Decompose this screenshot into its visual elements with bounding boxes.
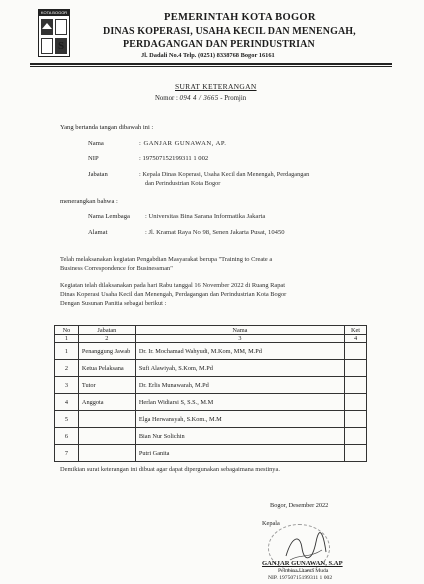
institution-address-label: Alamat: [88, 229, 108, 236]
signature-place-date: Bogor, Desember 2022: [270, 502, 329, 509]
table-row: 5 Elga Herwansyah, S.Kom., M.M: [55, 411, 367, 428]
column-header-no: No: [55, 326, 79, 335]
table-index-row: 1 2 3 4: [55, 335, 367, 343]
column-header-notes: Ket: [345, 326, 367, 335]
signer-name-label: Nama: [88, 140, 104, 147]
letterhead-government: PEMERINTAH KOTA BOGOR: [164, 12, 316, 23]
institution-name-value: : Universitas Bina Sarana Informatika Jakarta: [145, 213, 266, 220]
table-row: 2 Ketua Pelaksana Sufi Alawiyah, S.Kom, M.Pd: [55, 360, 367, 377]
letterhead-office-line2: PERDAGANGAN DAN PERINDUSTRIAN: [123, 39, 315, 50]
signer-nip-footer: NIP. 19750715199311 1 002: [268, 575, 333, 581]
letterhead-rule-thin: [30, 66, 392, 67]
letterhead-rule-thick: [30, 63, 392, 65]
explains-intro: menerangkan bahwa :: [60, 198, 118, 205]
column-header-name: Nama: [135, 326, 344, 335]
signer-nip-value: : 197507152199311 1 002: [139, 155, 209, 162]
signer-full-name: GANJAR GUNAWAN, S.AP: [262, 560, 343, 567]
signer-position-line2: dan Perindustrian Kota Bogor: [145, 180, 221, 187]
signer-position-line1: : Kepala Dinas Koperasi, Usaha Kecil dan Menengah, Perdagangan: [139, 171, 310, 178]
city-emblem-icon: KOTA BOGOR S: [38, 9, 70, 57]
signer-nip-label: NIP: [88, 155, 99, 162]
document-number-value: 094 4 / 3665: [179, 95, 219, 102]
institution-address-value: : Jl. Kramat Raya No 98, Senen Jakarta Pusat, 10450: [145, 229, 285, 236]
activity-paragraph-line1: Telah melaksanakan kegiatan Pengabdian Masyarakat berupa "Training to Create a: [60, 256, 273, 263]
document-number-suffix: - Promjin: [220, 95, 247, 102]
table-row: 1 Penanggung Jawab Dr. Ir. Mochamad Wahyudi, M.Kom, MM, M.Pd: [55, 343, 367, 360]
committee-table: [54, 325, 367, 462]
signer-name-value: : GANJAR GUNAWAN, AP.: [139, 140, 227, 147]
event-paragraph-line3: Dengan Susunan Panitia sebagai berikut :: [60, 300, 167, 307]
table-row: 4 Anggota Herlan Widiarsi S, S.S., M.M: [55, 394, 367, 411]
event-paragraph-line2: Dinas Koperasi Usaha Kecil dan Menengah, Perdagangan dan Perindustrian Kota Bogor: [60, 291, 287, 298]
letterhead-office-line1: DINAS KOPERASI, USAHA KECIL DAN MENENGAH,: [103, 26, 356, 37]
column-header-position: Jabatan: [78, 326, 135, 335]
document-number: [155, 95, 246, 102]
event-paragraph-line1: Kegiatan telah dilaksanakan pada hari Rabu tanggal 16 November 2022 di Ruang Rapat: [60, 282, 286, 289]
table-row: 3 Tutor Dr. Erlis Munawarah, M.Pd: [55, 377, 367, 394]
activity-paragraph-line2: Business Correspondence for Businessman": [60, 265, 173, 272]
signature-role: Kepala: [262, 520, 280, 527]
document-title: SURAT KETERANGAN: [175, 82, 257, 91]
letterhead-address: Jl. Dadali No.4 Telp. (0251) 8338768 Bogor 16161: [141, 52, 275, 59]
table-row: 6 Bian Nur Solichin: [55, 428, 367, 445]
emblem-band-text: KOTA BOGOR: [40, 10, 68, 15]
institution-name-label: Nama Lembaga: [88, 213, 130, 220]
table-header-row: [55, 326, 367, 335]
document-number-label: Nomor :: [155, 95, 178, 102]
signer-rank: Pembina Utama Muda: [278, 568, 329, 574]
signer-position-label: Jabatan: [88, 171, 108, 178]
table-row: 7 Putri Ganita: [55, 445, 367, 462]
closing-statement: Demikian surat keterangan ini dibuat agar dapat dipergunakan sebagaimana mestinya.: [60, 466, 280, 473]
signer-intro: Yang bertanda tangan dibawah ini :: [60, 124, 154, 131]
